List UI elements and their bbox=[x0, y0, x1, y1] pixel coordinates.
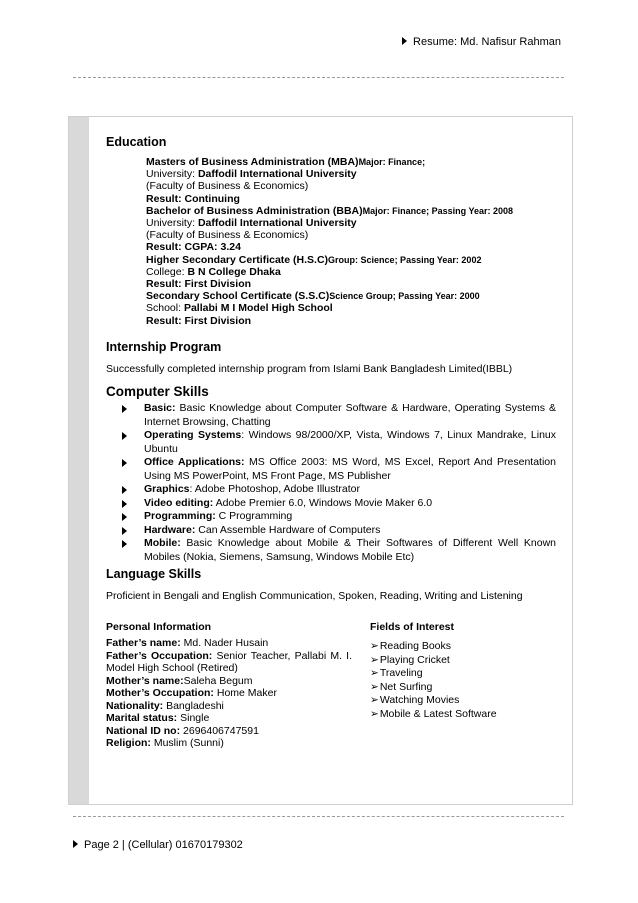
personal-info-value: Muslim (Sunni) bbox=[150, 737, 224, 749]
internship-text: Successfully completed internship program from Islami Bank Bangladesh Limited(IBBL) bbox=[106, 363, 513, 375]
interest-label: Watching Movies bbox=[379, 694, 460, 706]
language-skills-title: Language Skills bbox=[106, 567, 202, 581]
education-line-part: Pallabi M I Model High School bbox=[183, 302, 333, 315]
education-title: Education bbox=[106, 135, 167, 149]
personal-info-value: Home Maker bbox=[213, 687, 277, 699]
education-line bbox=[146, 156, 513, 168]
interest-label: Reading Books bbox=[379, 640, 452, 652]
language-skills-text: Proficient in Bengali and English Communication, Spoken, Reading, Writing and Listening bbox=[106, 590, 523, 602]
skill-label: Operating Systems bbox=[144, 429, 242, 441]
triangle-bullet-icon bbox=[402, 37, 407, 45]
triangle-bullet-icon bbox=[122, 513, 127, 521]
header-text: Resume: Md. Nafisur Rahman bbox=[413, 36, 561, 48]
education-line bbox=[146, 266, 513, 278]
skill-label: Basic: bbox=[144, 402, 176, 414]
triangle-bullet-icon bbox=[122, 486, 127, 494]
skill-item bbox=[106, 402, 556, 429]
interest-label: Traveling bbox=[379, 667, 423, 679]
education-line-part: Secondary School Certificate (S.S.C) bbox=[146, 290, 330, 303]
skill-text: Basic Knowledge about Computer Software & Hardware, Operating Systems & Internet Browsing, Chatting bbox=[144, 402, 556, 428]
education-line-part: Science Group; Passing Year: 2000 bbox=[329, 291, 480, 302]
skill-text: : Adobe Photoshop, Adobe Illustrator bbox=[189, 483, 360, 495]
personal-info-row bbox=[106, 700, 352, 713]
page-header bbox=[402, 36, 561, 48]
personal-info-value: Saleha Begum bbox=[183, 674, 253, 687]
skill-label: Mobile: bbox=[144, 537, 181, 549]
interest-item bbox=[370, 654, 497, 668]
personal-info-label: Marital status: bbox=[106, 712, 178, 724]
triangle-bullet-icon bbox=[73, 840, 78, 848]
education-line-part: University: bbox=[146, 217, 198, 230]
internship-title: Internship Program bbox=[106, 340, 222, 354]
skill-item bbox=[106, 537, 556, 564]
personal-info-label: Mother’s Occupation: bbox=[106, 687, 214, 699]
header-divider bbox=[73, 77, 564, 78]
personal-info-value: 2696406747591 bbox=[180, 724, 259, 737]
skill-label: Office Applications: bbox=[144, 456, 245, 468]
interest-item bbox=[370, 708, 497, 722]
arrow-bullet-icon: ➢ bbox=[370, 667, 379, 679]
skill-label: Hardware: bbox=[144, 523, 196, 536]
interest-label: Net Surfing bbox=[379, 680, 433, 693]
education-line-part: (Faculty of Business & Economics) bbox=[146, 229, 309, 242]
personal-info-value: Senior Teacher, Pallabi M. I. Model High School (Retired) bbox=[106, 649, 353, 674]
education-line-part: Bachelor of Business Administration (BBA) bbox=[146, 204, 363, 217]
education-line bbox=[146, 168, 513, 180]
skill-item bbox=[106, 524, 556, 538]
education-line-part: Daffodil International University bbox=[197, 168, 357, 181]
arrow-bullet-icon: ➢ bbox=[370, 640, 379, 652]
skill-item bbox=[106, 483, 556, 497]
personal-info-value: Md. Nader Husain bbox=[180, 637, 269, 649]
education-line bbox=[146, 302, 513, 314]
skill-label: Video editing: bbox=[144, 496, 214, 509]
education-line bbox=[146, 241, 513, 253]
personal-info-label: Nationality: bbox=[106, 699, 164, 712]
personal-info-label: Father’s name: bbox=[106, 637, 181, 649]
skill-text: C Programming bbox=[215, 510, 293, 522]
education-line bbox=[146, 290, 513, 302]
education-line bbox=[146, 180, 513, 192]
fields-of-interest-title: Fields of Interest bbox=[370, 621, 455, 633]
interest-label: Mobile & Latest Software bbox=[379, 707, 497, 720]
interest-item bbox=[370, 681, 497, 695]
arrow-bullet-icon: ➢ bbox=[370, 680, 379, 693]
personal-info-row bbox=[106, 637, 352, 650]
interest-item bbox=[370, 640, 497, 654]
personal-info-label: Mother’s name: bbox=[106, 674, 184, 687]
personal-info-label: National ID no: bbox=[106, 724, 181, 737]
skill-item bbox=[106, 456, 556, 483]
education-line-part: Result: Continuing bbox=[146, 192, 240, 205]
education-line-part: Result: First Division bbox=[146, 314, 252, 327]
personal-info-row bbox=[106, 737, 352, 750]
personal-info-list bbox=[106, 637, 352, 750]
personal-info-row bbox=[106, 675, 352, 688]
education-line-part: B N College Dhaka bbox=[187, 265, 281, 278]
education-line bbox=[146, 193, 513, 205]
education-line-part: University: bbox=[146, 168, 198, 181]
education-line-part: Result: CGPA: 3.24 bbox=[146, 241, 241, 254]
personal-info-value: Bangladeshi bbox=[163, 699, 224, 712]
triangle-bullet-icon bbox=[122, 405, 127, 413]
personal-info-row bbox=[106, 725, 352, 738]
personal-info-row bbox=[106, 712, 352, 725]
education-line bbox=[146, 315, 513, 327]
education-line bbox=[146, 217, 513, 229]
education-line-part: Major: Finance; Passing Year: 2008 bbox=[362, 205, 514, 216]
skill-text: : Windows 98/2000/XP, Vista, Windows 7, Linux Mandrake, Linux Ubuntu bbox=[144, 429, 556, 455]
education-line bbox=[146, 205, 513, 217]
skill-item bbox=[106, 429, 556, 456]
interest-label: Playing Cricket bbox=[379, 653, 450, 666]
education-list bbox=[146, 156, 513, 327]
education-line-part: College: bbox=[146, 265, 188, 278]
education-line-part: Higher Secondary Certificate (H.S.C) bbox=[146, 253, 329, 266]
arrow-bullet-icon: ➢ bbox=[370, 707, 379, 720]
skill-text: Adobe Premier 6.0, Windows Movie Maker 6.0 bbox=[213, 496, 433, 509]
page-footer bbox=[73, 839, 243, 851]
arrow-bullet-icon: ➢ bbox=[370, 694, 379, 706]
education-line-part: Masters of Business Administration (MBA) bbox=[146, 156, 359, 168]
education-line-part: Result: First Division bbox=[146, 278, 252, 291]
triangle-bullet-icon bbox=[122, 527, 127, 535]
skill-label: Programming: bbox=[144, 510, 216, 522]
computer-skills-list bbox=[106, 402, 556, 564]
personal-info-row bbox=[106, 687, 352, 700]
interest-item bbox=[370, 667, 497, 681]
education-line bbox=[146, 229, 513, 241]
skill-label: Graphics bbox=[144, 483, 190, 495]
skill-item bbox=[106, 497, 556, 511]
interest-item bbox=[370, 694, 497, 708]
education-line-part: Group: Science; Passing Year: 2002 bbox=[328, 254, 482, 265]
education-line bbox=[146, 278, 513, 290]
computer-skills-title: Computer Skills bbox=[106, 384, 209, 399]
fields-of-interest-list bbox=[370, 640, 497, 721]
education-line bbox=[146, 254, 513, 266]
personal-info-row bbox=[106, 650, 352, 675]
triangle-bullet-icon bbox=[122, 459, 127, 467]
arrow-bullet-icon: ➢ bbox=[370, 653, 379, 666]
personal-info-title: Personal Information bbox=[106, 621, 212, 633]
skill-text: MS Office 2003: MS Word, MS Excel, Report And Presentation Using MS PowerPoint, MS Front Page, MS Publisher bbox=[144, 456, 556, 482]
footer-divider bbox=[73, 816, 564, 817]
footer-text: Page 2 | (Cellular) 01670179302 bbox=[84, 839, 243, 851]
skill-item bbox=[106, 510, 556, 524]
education-line-part: (Faculty of Business & Economics) bbox=[146, 180, 309, 193]
education-line-part: School: bbox=[146, 302, 184, 315]
skill-text: Basic Knowledge about Mobile & Their Softwares of Different Well Known Mobiles (Nokia, Siemens, Samsung, Windows Mobile Etc) bbox=[144, 537, 556, 563]
triangle-bullet-icon bbox=[122, 540, 127, 548]
triangle-bullet-icon bbox=[122, 500, 127, 508]
education-line-part: Daffodil International University bbox=[197, 217, 357, 230]
personal-info-label: Father’s Occupation: bbox=[106, 649, 213, 662]
personal-info-value: Single bbox=[177, 712, 210, 724]
skill-text: Can Assemble Hardware of Computers bbox=[195, 523, 381, 536]
education-line-part: Major: Finance; bbox=[358, 157, 426, 167]
triangle-bullet-icon bbox=[122, 432, 127, 440]
personal-info-label: Religion: bbox=[106, 737, 151, 749]
